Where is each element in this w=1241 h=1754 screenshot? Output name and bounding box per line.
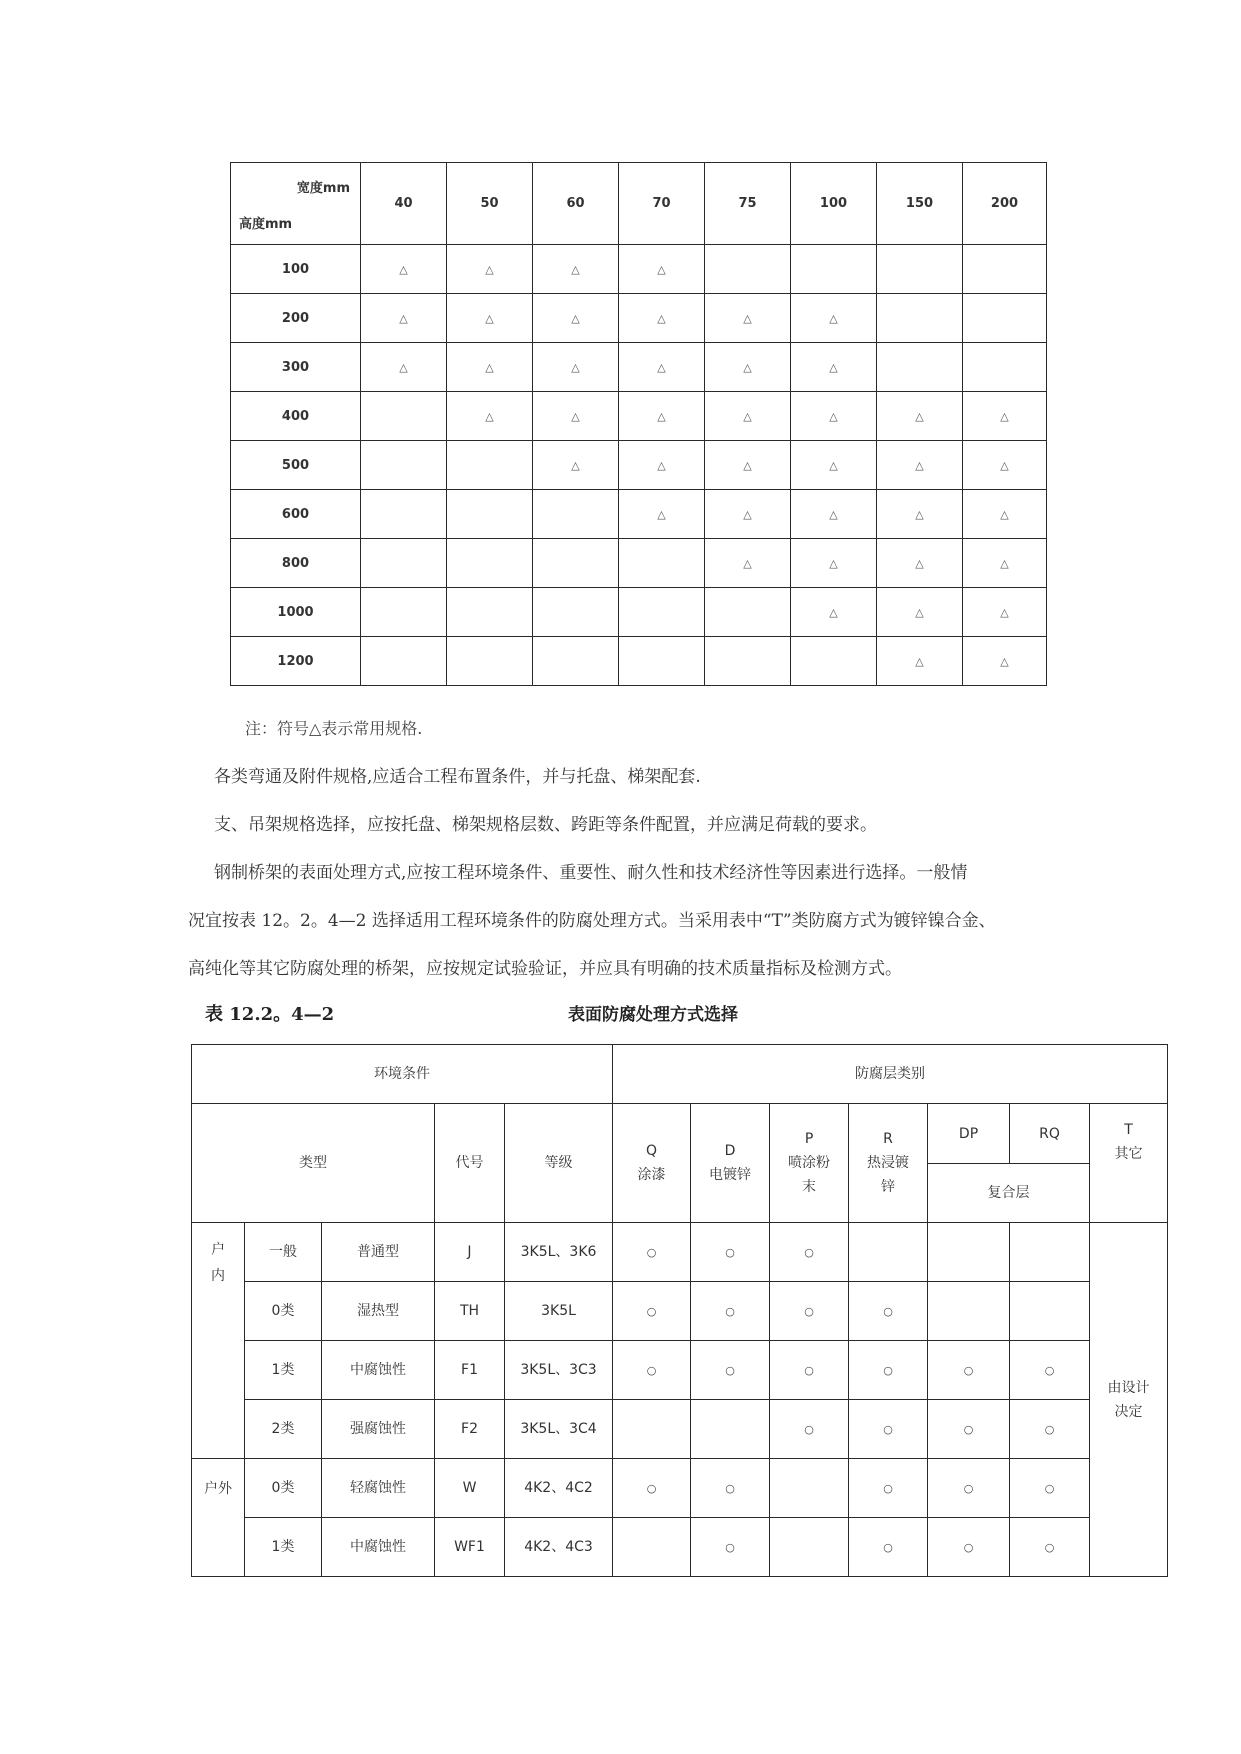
common-spec-mark: △ xyxy=(1000,654,1009,668)
env-class-cell: 1类 xyxy=(245,1341,322,1400)
coating-cell xyxy=(613,1518,691,1577)
applicable-mark: ○ xyxy=(646,1304,657,1318)
location-indoor xyxy=(192,1223,245,1459)
spec-cell xyxy=(361,294,447,343)
width-header: 50 xyxy=(447,163,533,245)
spec-cell xyxy=(533,637,619,686)
common-spec-mark: △ xyxy=(571,409,580,423)
coat-code: T xyxy=(1124,1122,1133,1138)
common-spec-mark: △ xyxy=(829,605,838,619)
spec-row xyxy=(231,490,1047,539)
spec-cell xyxy=(877,245,963,294)
coating-cell xyxy=(928,1400,1010,1459)
applicable-mark: ○ xyxy=(883,1540,893,1554)
coat-code: D xyxy=(724,1143,736,1159)
common-spec-mark: △ xyxy=(1000,556,1009,570)
corner-cell xyxy=(231,163,361,245)
coating-cell xyxy=(770,1282,849,1341)
spec-cell xyxy=(963,637,1047,686)
applicable-mark: ○ xyxy=(804,1363,814,1377)
spec-cell xyxy=(963,490,1047,539)
location-text: 内 xyxy=(211,1268,225,1284)
coating-cell xyxy=(691,1341,770,1400)
coat-t-header xyxy=(1090,1104,1168,1223)
spec-table xyxy=(230,162,1047,686)
corrosion-row xyxy=(192,1341,1168,1400)
common-spec-mark: △ xyxy=(829,556,838,570)
coating-cell xyxy=(770,1459,849,1518)
table-number: 表 12.2。4—2 xyxy=(205,1004,335,1025)
spec-cell xyxy=(877,539,963,588)
paragraph-surface-line3: 高纯化等其它防腐处理的桥架，应按规定试验验证，并应具有明确的技术质量指标及检测方式。 xyxy=(188,959,902,979)
height-cell: 600 xyxy=(231,490,361,539)
coating-cell xyxy=(1010,1341,1090,1400)
spec-cell xyxy=(447,539,533,588)
spec-cell xyxy=(361,343,447,392)
common-spec-mark: △ xyxy=(743,458,752,472)
coating-cell xyxy=(613,1223,691,1282)
coating-cell xyxy=(770,1341,849,1400)
paragraph-fittings: 各类弯通及附件规格,应适合工程布置条件，并与托盘、梯架配套. xyxy=(214,767,701,787)
common-spec-mark: △ xyxy=(485,360,494,374)
paragraph-supports: 支、吊架规格选择，应按托盘、梯架规格层数、跨距等条件配置，并应满足荷载的要求。 xyxy=(214,815,877,835)
coating-cell xyxy=(770,1400,849,1459)
width-header: 100 xyxy=(791,163,877,245)
applicable-mark: ○ xyxy=(883,1422,893,1436)
width-header: 200 xyxy=(963,163,1047,245)
decision-text: 由设计 xyxy=(1107,1379,1150,1396)
common-spec-mark: △ xyxy=(657,458,666,472)
spec-cell xyxy=(705,441,791,490)
env-grade-cell: 3K5L xyxy=(505,1282,613,1341)
spec-cell xyxy=(619,441,705,490)
height-cell: 300 xyxy=(231,343,361,392)
width-header: 75 xyxy=(705,163,791,245)
spec-cell xyxy=(533,588,619,637)
spec-cell xyxy=(447,441,533,490)
common-spec-mark: △ xyxy=(657,262,666,276)
common-spec-mark: △ xyxy=(829,360,838,374)
spec-cell xyxy=(705,392,791,441)
spec-cell xyxy=(705,343,791,392)
spec-cell xyxy=(619,588,705,637)
env-grade-cell: 3K5L、3K6 xyxy=(505,1223,613,1282)
spec-cell xyxy=(619,392,705,441)
env-code-cell: F2 xyxy=(435,1400,505,1459)
coating-cell xyxy=(691,1459,770,1518)
common-spec-mark: △ xyxy=(1000,605,1009,619)
applicable-mark: ○ xyxy=(963,1481,974,1495)
coat-name: 涂漆 xyxy=(637,1167,666,1183)
coat-p-header xyxy=(770,1104,849,1223)
coat-q-header xyxy=(613,1104,691,1223)
coating-cell xyxy=(849,1282,928,1341)
table-note: 注：符号△表示常用规格. xyxy=(245,719,423,738)
coating-cell xyxy=(1010,1223,1090,1282)
applicable-mark: ○ xyxy=(804,1245,814,1259)
spec-cell xyxy=(791,343,877,392)
env-code-cell: WF1 xyxy=(435,1518,505,1577)
coating-cell xyxy=(691,1282,770,1341)
common-spec-mark: △ xyxy=(915,458,924,472)
coating-cell xyxy=(1010,1518,1090,1577)
corrosion-row xyxy=(192,1282,1168,1341)
height-cell: 1200 xyxy=(231,637,361,686)
env-type-cell: 中腐蚀性 xyxy=(322,1341,435,1400)
spec-cell xyxy=(791,294,877,343)
coating-cell xyxy=(691,1518,770,1577)
composite-header: 复合层 xyxy=(928,1164,1090,1223)
coating-cell xyxy=(691,1223,770,1282)
spec-row xyxy=(231,343,1047,392)
coat-code: R xyxy=(883,1131,893,1147)
paragraph-surface-line2: 况宜按表 12。2。4—2 选择适用工程环境条件的防腐处理方式。当采用表中“T”类防腐方式为镀锌镍合金、 xyxy=(188,911,996,931)
coat-name: 热浸镀 xyxy=(867,1155,910,1171)
applicable-mark: ○ xyxy=(883,1304,893,1318)
coating-cell xyxy=(1010,1400,1090,1459)
width-axis-label: 宽度mm xyxy=(296,181,350,196)
width-header: 70 xyxy=(619,163,705,245)
spec-cell xyxy=(705,490,791,539)
corrosion-row xyxy=(192,1223,1168,1282)
type-header: 类型 xyxy=(192,1104,435,1223)
coat-code: Q xyxy=(646,1143,658,1159)
coat-d-header xyxy=(691,1104,770,1223)
coating-cell xyxy=(928,1341,1010,1400)
coat-r-header xyxy=(849,1104,928,1223)
common-spec-mark: △ xyxy=(915,605,924,619)
applicable-mark: ○ xyxy=(725,1481,735,1495)
corrosion-table xyxy=(191,1044,1168,1577)
height-cell: 400 xyxy=(231,392,361,441)
common-spec-mark: △ xyxy=(1000,507,1009,521)
spec-cell xyxy=(361,392,447,441)
common-spec-mark: △ xyxy=(915,654,924,668)
env-type-cell: 湿热型 xyxy=(322,1282,435,1341)
spec-cell xyxy=(447,343,533,392)
spec-cell xyxy=(963,343,1047,392)
spec-cell xyxy=(963,294,1047,343)
env-type-cell: 强腐蚀性 xyxy=(322,1400,435,1459)
spec-cell xyxy=(705,539,791,588)
grade-header: 等级 xyxy=(505,1104,613,1223)
applicable-mark: ○ xyxy=(804,1422,814,1436)
spec-cell xyxy=(877,441,963,490)
spec-cell xyxy=(361,245,447,294)
spec-cell xyxy=(533,343,619,392)
spec-row xyxy=(231,294,1047,343)
env-code-cell: TH xyxy=(435,1282,505,1341)
common-spec-mark: △ xyxy=(915,507,924,521)
coat-name: 电镀锌 xyxy=(709,1167,752,1183)
table-title: 表面防腐处理方式选择 xyxy=(568,1005,738,1025)
common-spec-mark: △ xyxy=(915,409,924,423)
spec-row xyxy=(231,441,1047,490)
spec-cell xyxy=(791,441,877,490)
applicable-mark: ○ xyxy=(646,1363,657,1377)
coating-cell xyxy=(613,1400,691,1459)
spec-cell xyxy=(791,490,877,539)
env-grade-cell: 4K2、4C2 xyxy=(505,1459,613,1518)
coat-t-decision xyxy=(1090,1223,1168,1577)
coat-name: 末 xyxy=(802,1179,817,1195)
env-class-cell: 1类 xyxy=(245,1518,322,1577)
common-spec-mark: △ xyxy=(399,262,408,276)
coating-cell xyxy=(849,1341,928,1400)
spec-cell xyxy=(791,245,877,294)
spec-cell xyxy=(361,539,447,588)
spec-cell xyxy=(963,539,1047,588)
common-spec-mark: △ xyxy=(743,360,752,374)
corrosion-row xyxy=(192,1518,1168,1577)
env-class-cell: 0类 xyxy=(245,1459,322,1518)
spec-row xyxy=(231,539,1047,588)
common-spec-mark: △ xyxy=(829,311,838,325)
spec-row xyxy=(231,245,1047,294)
paragraph-surface-line1: 钢制桥架的表面处理方式,应按工程环境条件、重要性、耐久性和技术经济性等因素进行选择。一般情 xyxy=(214,863,968,883)
common-spec-mark: △ xyxy=(743,409,752,423)
spec-cell xyxy=(791,392,877,441)
applicable-mark: ○ xyxy=(725,1304,735,1318)
common-spec-mark: △ xyxy=(485,409,494,423)
common-spec-mark: △ xyxy=(743,556,752,570)
common-spec-mark: △ xyxy=(399,360,408,374)
spec-cell xyxy=(447,588,533,637)
spec-cell xyxy=(963,441,1047,490)
spec-cell xyxy=(705,637,791,686)
spec-row xyxy=(231,392,1047,441)
coating-cell xyxy=(613,1282,691,1341)
coating-cell xyxy=(928,1282,1010,1341)
applicable-mark: ○ xyxy=(1044,1540,1055,1554)
common-spec-mark: △ xyxy=(915,556,924,570)
common-spec-mark: △ xyxy=(657,507,666,521)
spec-cell xyxy=(619,490,705,539)
applicable-mark: ○ xyxy=(1044,1363,1055,1377)
height-cell: 200 xyxy=(231,294,361,343)
height-cell: 1000 xyxy=(231,588,361,637)
spec-cell xyxy=(361,441,447,490)
spec-cell xyxy=(877,343,963,392)
applicable-mark: ○ xyxy=(963,1422,974,1436)
applicable-mark: ○ xyxy=(1044,1481,1055,1495)
spec-cell xyxy=(963,392,1047,441)
coating-cell xyxy=(928,1223,1010,1282)
applicable-mark: ○ xyxy=(725,1540,735,1554)
env-grade-cell: 3K5L、3C4 xyxy=(505,1400,613,1459)
spec-cell xyxy=(877,637,963,686)
coat-name: 锌 xyxy=(881,1179,896,1195)
code-header: 代号 xyxy=(435,1104,505,1223)
coating-cell xyxy=(1010,1459,1090,1518)
common-spec-mark: △ xyxy=(571,262,580,276)
coating-cell xyxy=(770,1518,849,1577)
coat-name: 其它 xyxy=(1114,1146,1143,1162)
height-cell: 100 xyxy=(231,245,361,294)
applicable-mark: ○ xyxy=(725,1245,735,1259)
applicable-mark: ○ xyxy=(883,1481,893,1495)
spec-cell xyxy=(361,588,447,637)
common-spec-mark: △ xyxy=(485,311,494,325)
spec-cell xyxy=(361,637,447,686)
spec-cell xyxy=(791,637,877,686)
width-header: 150 xyxy=(877,163,963,245)
coat-rq-header: RQ xyxy=(1010,1104,1090,1164)
common-spec-mark: △ xyxy=(571,360,580,374)
env-code-cell: F1 xyxy=(435,1341,505,1400)
spec-cell xyxy=(533,392,619,441)
spec-cell xyxy=(447,637,533,686)
spec-cell xyxy=(877,392,963,441)
env-class-cell: 一般 xyxy=(245,1223,322,1282)
common-spec-mark: △ xyxy=(657,311,666,325)
spec-cell xyxy=(619,637,705,686)
spec-row xyxy=(231,588,1047,637)
env-class-cell: 0类 xyxy=(245,1282,322,1341)
common-spec-mark: △ xyxy=(485,262,494,276)
coating-cell xyxy=(849,1400,928,1459)
corrosion-row xyxy=(192,1459,1168,1518)
env-grade-cell: 3K5L、3C3 xyxy=(505,1341,613,1400)
spec-cell xyxy=(533,539,619,588)
coat-dp-header: DP xyxy=(928,1104,1010,1164)
common-spec-mark: △ xyxy=(657,360,666,374)
spec-cell xyxy=(619,343,705,392)
spec-cell xyxy=(361,490,447,539)
common-spec-mark: △ xyxy=(743,507,752,521)
spec-cell xyxy=(877,294,963,343)
spec-cell xyxy=(791,539,877,588)
applicable-mark: ○ xyxy=(963,1540,974,1554)
env-type-cell: 中腐蚀性 xyxy=(322,1518,435,1577)
common-spec-mark: △ xyxy=(829,507,838,521)
spec-cell xyxy=(533,441,619,490)
spec-cell xyxy=(447,490,533,539)
env-type-cell: 轻腐蚀性 xyxy=(322,1459,435,1518)
spec-row xyxy=(231,637,1047,686)
applicable-mark: ○ xyxy=(963,1363,974,1377)
applicable-mark: ○ xyxy=(1044,1422,1055,1436)
env-code-cell: W xyxy=(435,1459,505,1518)
spec-cell xyxy=(447,294,533,343)
env-code-cell: J xyxy=(435,1223,505,1282)
height-cell: 500 xyxy=(231,441,361,490)
spec-cell xyxy=(619,294,705,343)
spec-cell xyxy=(447,245,533,294)
common-spec-mark: △ xyxy=(399,311,408,325)
coating-cell xyxy=(849,1518,928,1577)
width-header: 40 xyxy=(361,163,447,245)
spec-cell xyxy=(877,588,963,637)
height-axis-label: 高度mm xyxy=(239,217,293,232)
common-spec-mark: △ xyxy=(1000,458,1009,472)
spec-cell xyxy=(963,245,1047,294)
coating-cell xyxy=(849,1459,928,1518)
spec-cell xyxy=(533,490,619,539)
spec-cell xyxy=(533,245,619,294)
spec-cell xyxy=(791,588,877,637)
spec-cell xyxy=(705,294,791,343)
spec-cell xyxy=(877,490,963,539)
coating-cell xyxy=(928,1459,1010,1518)
height-cell: 800 xyxy=(231,539,361,588)
applicable-mark: ○ xyxy=(883,1363,893,1377)
location-outdoor: 户外 xyxy=(192,1459,245,1577)
env-grade-cell: 4K2、4C3 xyxy=(505,1518,613,1577)
spec-cell xyxy=(533,294,619,343)
applicable-mark: ○ xyxy=(646,1245,657,1259)
common-spec-mark: △ xyxy=(829,409,838,423)
coating-cell xyxy=(928,1518,1010,1577)
common-spec-mark: △ xyxy=(571,458,580,472)
coating-cell xyxy=(849,1223,928,1282)
common-spec-mark: △ xyxy=(1000,409,1009,423)
spec-cell xyxy=(705,588,791,637)
applicable-mark: ○ xyxy=(804,1304,814,1318)
coating-header: 防腐层类别 xyxy=(613,1045,1168,1104)
coat-code: P xyxy=(804,1131,814,1147)
common-spec-mark: △ xyxy=(743,311,752,325)
spec-cell xyxy=(705,245,791,294)
decision-text: 决定 xyxy=(1114,1403,1143,1420)
coat-name: 喷涂粉 xyxy=(788,1155,831,1171)
applicable-mark: ○ xyxy=(646,1481,657,1495)
location-text: 户 xyxy=(211,1242,225,1258)
coating-cell xyxy=(613,1341,691,1400)
applicable-mark: ○ xyxy=(725,1363,735,1377)
coating-cell xyxy=(613,1459,691,1518)
env-type-cell: 普通型 xyxy=(322,1223,435,1282)
coating-cell xyxy=(691,1400,770,1459)
spec-cell xyxy=(619,245,705,294)
common-spec-mark: △ xyxy=(657,409,666,423)
env-class-cell: 2类 xyxy=(245,1400,322,1459)
spec-cell xyxy=(619,539,705,588)
spec-cell xyxy=(447,392,533,441)
corrosion-row xyxy=(192,1400,1168,1459)
coating-cell xyxy=(1010,1282,1090,1341)
spec-cell xyxy=(963,588,1047,637)
coating-cell xyxy=(770,1223,849,1282)
env-header: 环境条件 xyxy=(192,1045,613,1104)
common-spec-mark: △ xyxy=(829,458,838,472)
width-header: 60 xyxy=(533,163,619,245)
common-spec-mark: △ xyxy=(571,311,580,325)
